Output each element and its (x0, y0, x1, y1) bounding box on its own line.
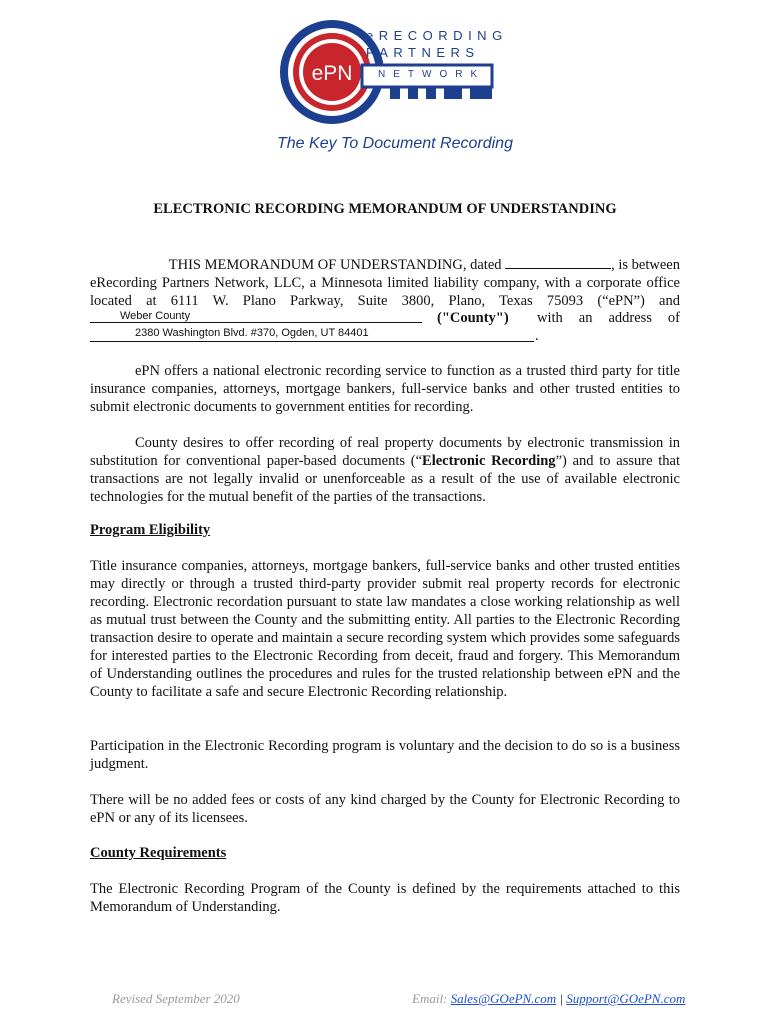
logo-badge-text: ePN (311, 62, 353, 85)
email-label: Email: (412, 991, 448, 1006)
document-title: ELECTRONIC RECORDING MEMORANDUM OF UNDERSTANDING (153, 201, 617, 217)
fees-paragraph: There will be no added fees or costs of any kind charged by the County for Electronic Recording to ePN or any of its licensees. (90, 792, 680, 826)
revised-date: Revised September 2020 (112, 991, 240, 1006)
date-blank-line[interactable] (505, 256, 611, 269)
intro-dated-text: THIS MEMORANDUM OF UNDERSTANDING, dated (168, 257, 502, 273)
county-requirements-heading: County Requirements (90, 845, 227, 861)
eligibility-paragraph: Title insurance companies, attorneys, mortgage bankers, full-service banks and other trusted entities may directly or through a trusted third-party provider submit real property records for electronic recording. Electronic recordation pursuant to state law mandates a close working relationship as well as mutual trust between the County and the submitting entity. All parties to the Electronic Recording transaction desire to operate and maintain a secure recording system which provides some safeguards for interested parties to the Electronic Recording from deceit, fraud and forgery. This Memorandum of Understanding outlines the procedures and rules for the trusted relationship between ePN and the County to facilitate a safe and secure Electronic Recording relationship. (90, 558, 680, 700)
sales-email-link[interactable]: Sales@GOePN.com (450, 991, 557, 1006)
intro-paragraph (90, 256, 680, 310)
logo-line-network: NETWORK (378, 69, 486, 80)
requirements-paragraph: The Electronic Recording Program of the County is defined by the requirements attached to this Memorandum of Understanding. (90, 881, 680, 915)
program-eligibility-heading: Program Eligibility (90, 522, 211, 538)
logo-line-erecording: eRECORDING (366, 28, 508, 43)
county-para-start: County desires to offer recording of real property documents by electronic transmission in substitution for conventional paper-based documents (“ (90, 435, 680, 469)
county-address-field[interactable]: 2380 Washington Blvd. #370, Ogden, UT 84401 (135, 327, 369, 339)
county-name-field[interactable]: Weber County (120, 310, 191, 322)
county-name-underline (90, 322, 422, 323)
intro-line-2: eRecording Partners Network, LLC, a Minnesota limited liability company, with a corporate office (90, 275, 680, 291)
email-separator: | (559, 991, 563, 1006)
footer-contact (412, 991, 685, 1007)
logo-line-partners: PARTNERS (366, 45, 480, 60)
with-address-text: with an address of (537, 310, 680, 326)
intro-between-text: , is between (611, 257, 680, 273)
county-label: ("County") (437, 310, 509, 326)
electronic-recording-term: Electronic Recording (422, 453, 556, 469)
county-para-end: ”) and to assure that transactions are not legally invalid or unenforceable as a result of the use of available electronic technologies for the mutual benefit of the parties of the transactions. (90, 453, 680, 505)
intro-line-3: located at 6111 W. Plano Parkway, Suite 3800, Plano, Texas 75093 (“ePN”) and (90, 293, 680, 309)
county-desire-paragraph (90, 434, 680, 506)
participation-paragraph: Participation in the Electronic Recording program is voluntary and the decision to do so is a business judgment. (90, 738, 680, 772)
county-address-underline (90, 341, 534, 342)
epn-service-paragraph: ePN offers a national electronic recording service to function as a trusted third party for title insurance companies, attorneys, mortgage bankers, full-service banks and other trusted entities to submit electronic documents to government entities for recording. (90, 363, 680, 415)
support-email-link[interactable]: Support@GOePN.com (566, 991, 686, 1006)
logo-tagline: The Key To Document Recording (277, 135, 513, 152)
address-period: . (535, 328, 539, 344)
